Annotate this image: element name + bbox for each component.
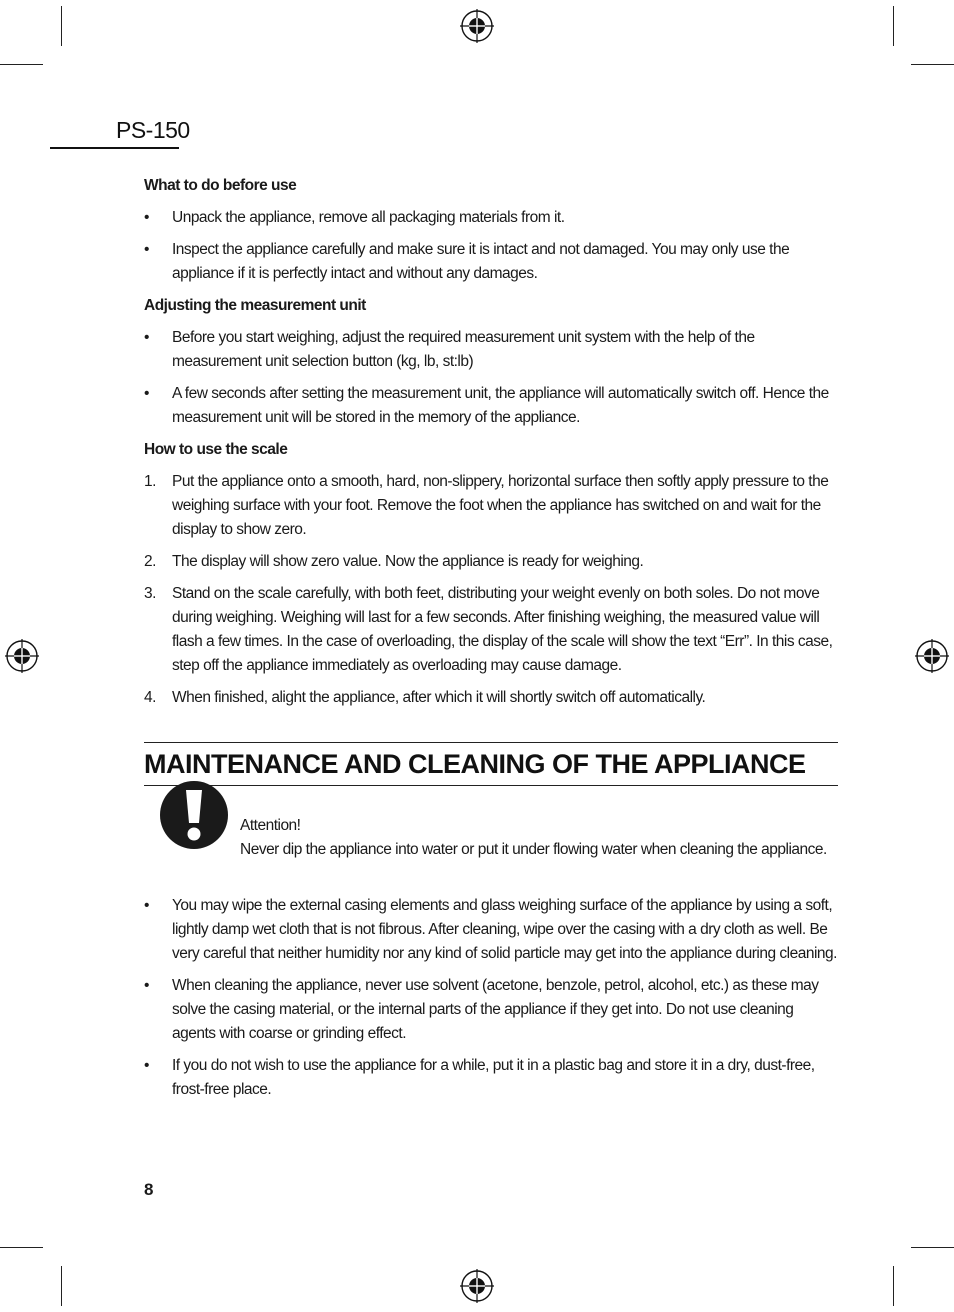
list-item [144,686,838,710]
list-item [144,894,838,966]
bullet: • [144,897,149,914]
list-item [144,582,838,678]
crop-mark [911,64,954,65]
crop-mark [911,1247,954,1248]
crop-mark [61,1266,62,1306]
list-item [144,238,838,286]
list-item-text: Put the appliance onto a smooth, hard, non-slippery, horizontal surface then softly apply pressure to the weighing surface with your foot. Remove the foot when the appliance has switched on and wait for the display to show zero. [172,473,829,538]
crop-mark [893,6,894,46]
bullet: • [144,977,149,994]
section-title-bar [144,742,838,786]
list-item [144,206,838,230]
step-number: 2. [144,553,156,570]
list-item [144,382,838,430]
bullet: • [144,1057,149,1074]
crop-mark [0,1247,43,1248]
step-number: 1. [144,473,156,490]
list-item-text: The display will show zero value. Now the appliance is ready for weighing. [172,553,644,570]
section-heading: What to do before use [144,177,297,194]
list-item [144,550,838,574]
list-item-text: You may wipe the external casing elements and glass weighing surface of the appliance by using a soft, lightly damp wet cloth that is not fibrous. After cleaning, wipe over the casing with a dry cloth as well. Be very careful that neither humidity nor any kind of solid particle may get into the appliance during cleaning. [172,897,837,962]
crop-mark [893,1266,894,1306]
list-item-text: Unpack the appliance, remove all packaging materials from it. [172,209,565,226]
registration-mark-icon [460,1269,494,1303]
list-item-text: Before you start weighing, adjust the required measurement unit system with the help of the measurement unit selection button (kg, lb, st:lb) [172,329,755,370]
attention-label: Attention! [240,817,301,834]
step-number: 3. [144,585,156,602]
registration-mark-icon [460,9,494,43]
list-item-text: When finished, alight the appliance, after which it will shortly switch off automatically. [172,689,706,706]
header-rule [50,147,179,149]
crop-mark [61,6,62,46]
bullet: • [144,385,149,402]
crop-mark [0,64,43,65]
model-name: PS-150 [116,117,190,143]
list-item [144,1054,838,1102]
list-item-text: Stand on the scale carefully, with both feet, distributing your weight evenly on both soles. Do not move during weighing. Weighing will last for a few seconds. After finishing weighing, the measured value will flash a few times. In the case of overloading, the display of the scale will show the text “Err”. In this case, step off the appliance immediately as overloading may cause damage. [172,585,833,674]
maintenance-list [144,894,838,1110]
list-item-text: When cleaning the appliance, never use solvent (acetone, benzole, petrol, alcohol, etc.) as these may solve the casing material, or the internal parts of the appliance if they get into. Do not use cleaning agents with coarse or grinding effect. [172,977,819,1042]
instructions [144,172,838,718]
registration-mark-icon [5,639,39,673]
attention-text: Never dip the appliance into water or put it under flowing water when cleaning the appliance. [240,841,827,858]
step-number: 4. [144,689,156,706]
bullet: • [144,209,149,226]
registration-mark-icon [915,639,949,673]
bullet: • [144,329,149,346]
attention-note [240,814,840,862]
list-item [144,974,838,1046]
list-item-text: A few seconds after setting the measurement unit, the appliance will automatically switch off. Hence the measurement unit will be stored in the memory of the appliance. [172,385,829,426]
exclamation-icon [159,780,229,850]
section-heading: How to use the scale [144,441,288,458]
list-item-text: Inspect the appliance carefully and make sure it is intact and not damaged. You may only use the appliance if it is perfectly intact and without any damages. [172,241,790,282]
list-item-text: If you do not wish to use the appliance for a while, put it in a plastic bag and store it in a dry, dust-free, frost-free place. [172,1057,815,1098]
bullet: • [144,241,149,258]
list-item [144,470,838,542]
section-heading: Adjusting the measurement unit [144,297,366,314]
page-title: MAINTENANCE AND CLEANING OF THE APPLIANCE [144,749,806,779]
list-item [144,326,838,374]
page-number: 8 [144,1180,154,1199]
